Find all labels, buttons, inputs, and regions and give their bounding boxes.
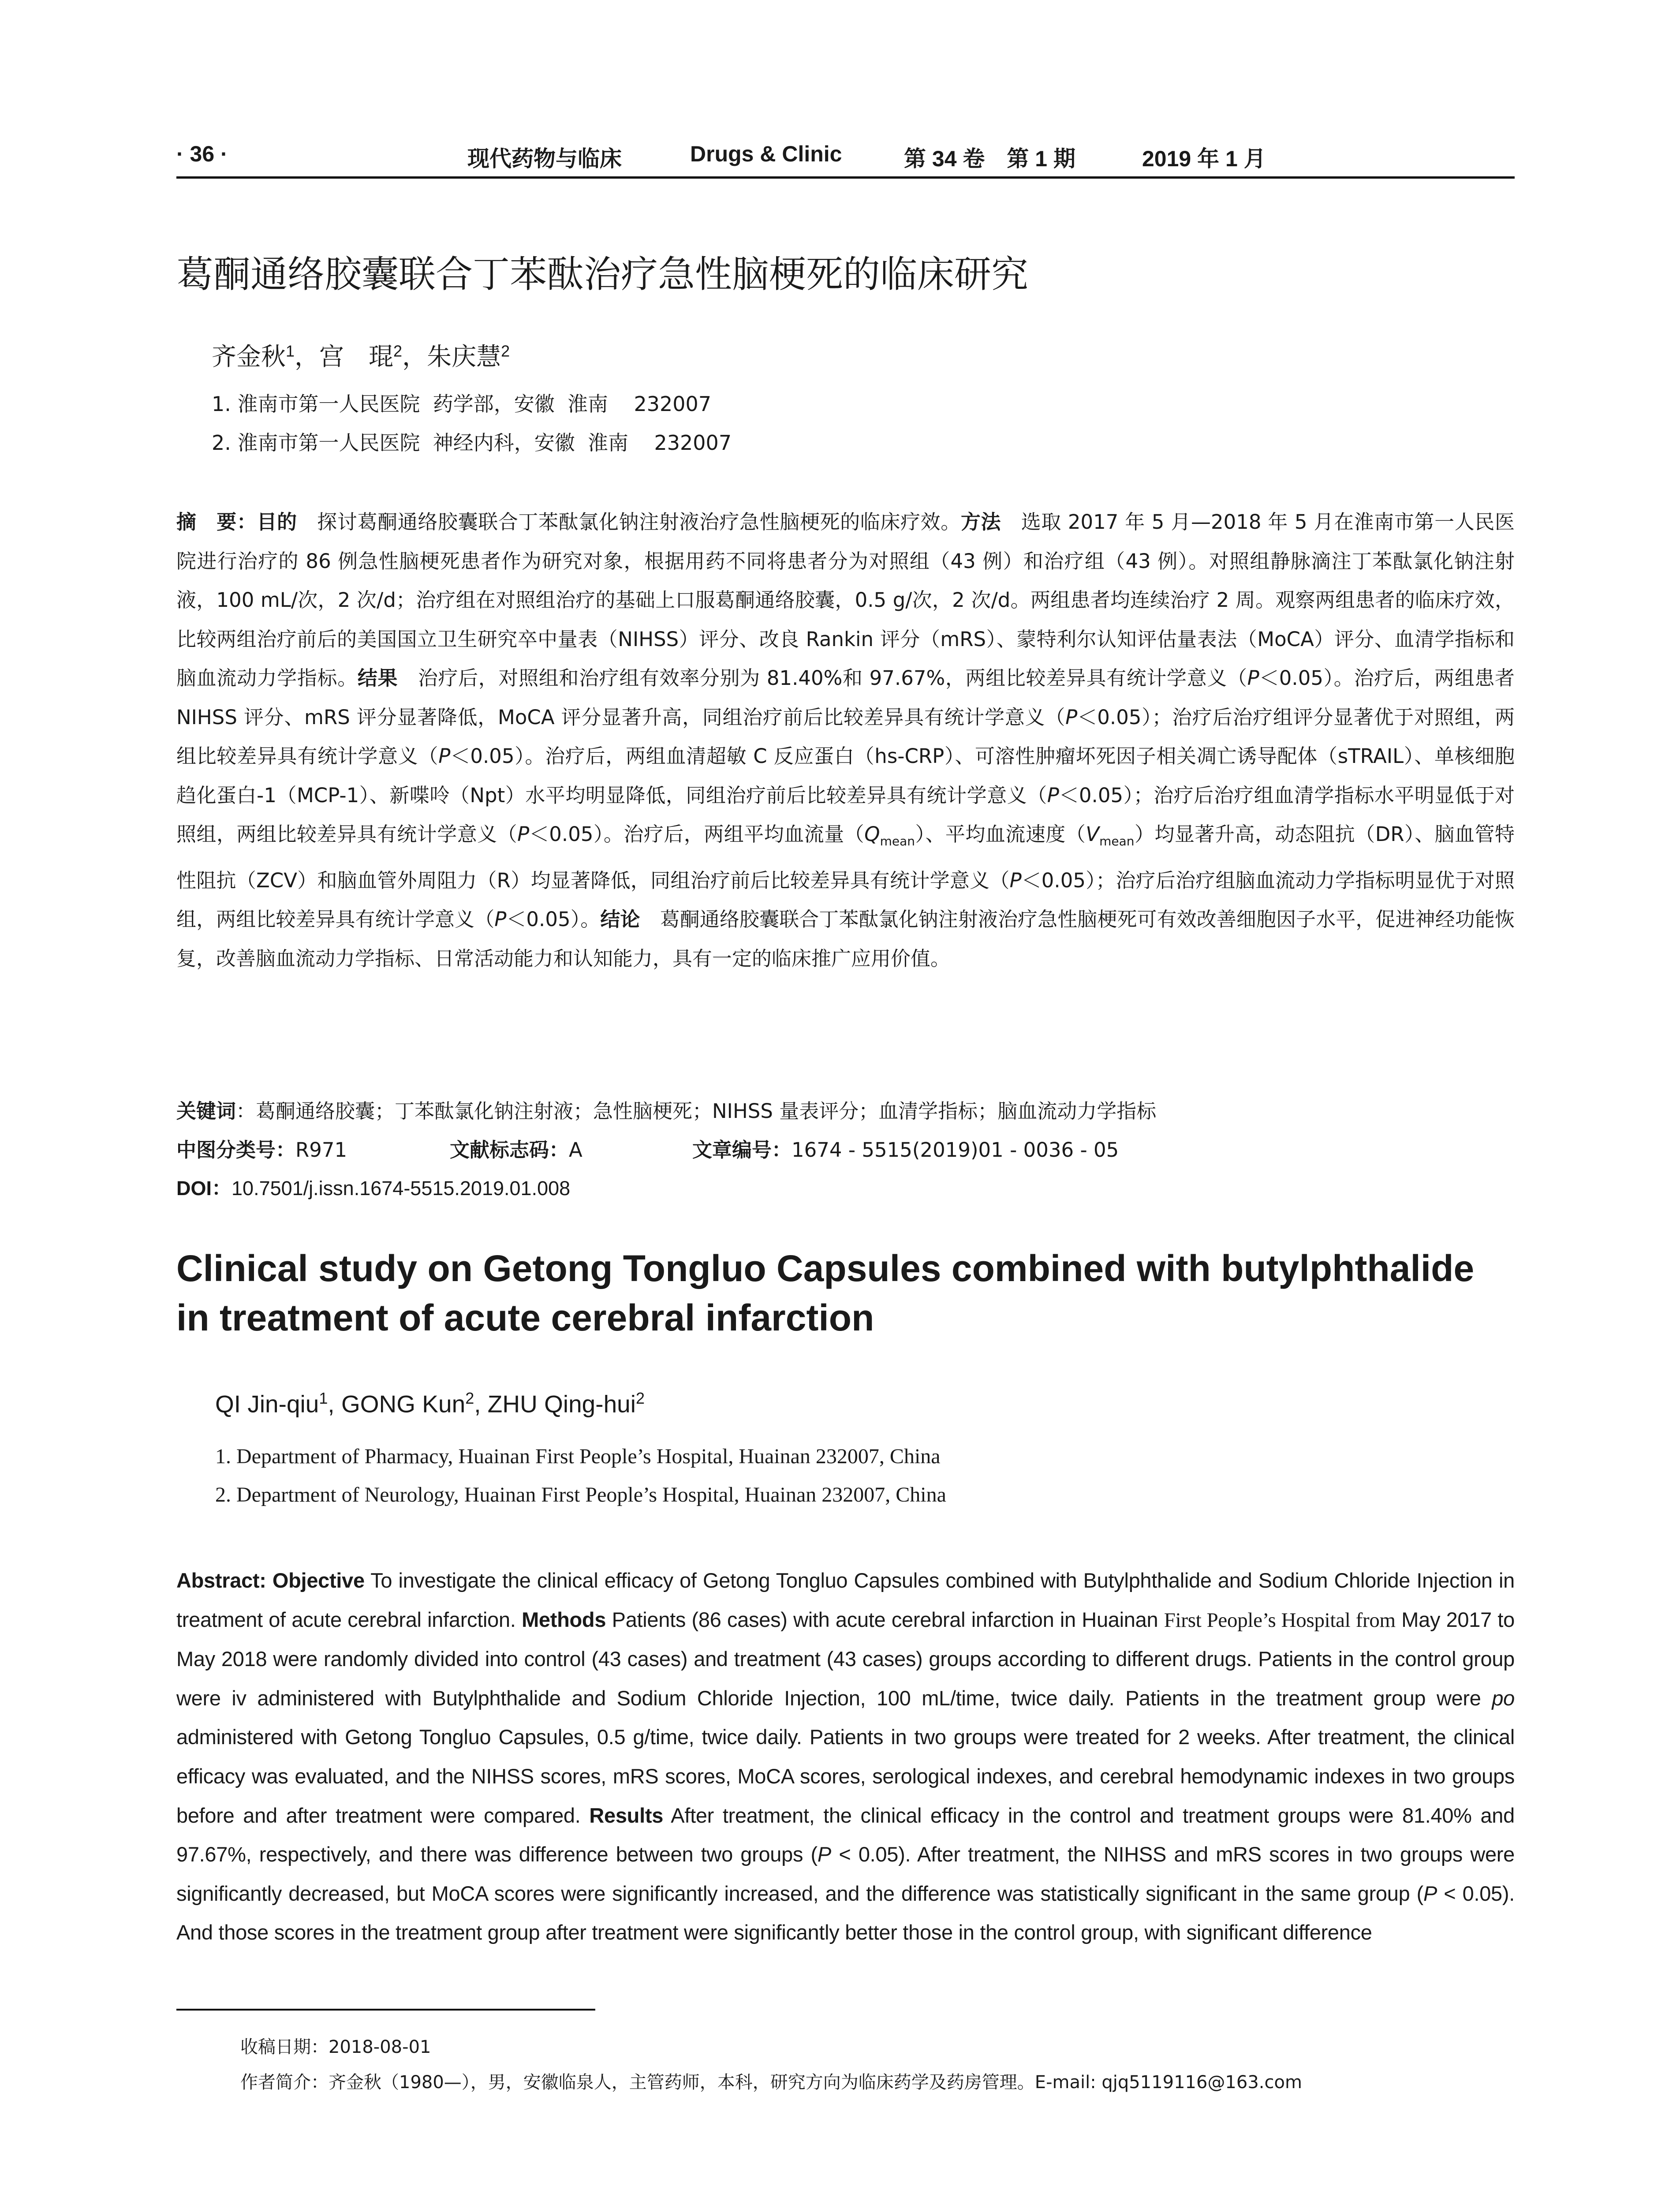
author-affiliation-mark: 1 [286, 342, 295, 360]
abstract-en [176, 1561, 1515, 1952]
abstract-cn [176, 503, 1515, 978]
methods-text: May 2017 to May 2018 were randomly divided into control (43 cases) and treatment (43 cases) groups according to different drugs. Patients in the control group were iv administered with Butylphthalide and Sodium Chloride Injection, 100 mL/time, twice daily. Patients in the treatment group were [176, 1607, 1515, 1710]
affiliation-cn-1: 1. 淮南市第一人民医院 药学部，安徽 淮南 232007 [212, 392, 712, 416]
methods-text-serif: First People’s Hospital from [1164, 1608, 1396, 1632]
methods-text: Patients (86 cases) with acute cerebral infarction in Huainan [606, 1607, 1164, 1631]
methods-text: 选取 2017 年 5 月—2018 年 5 月在淮南市第一人民医院进行治疗的 86 例急性脑梗死患者作为研究对象，根据用药不同将患者分为对照组（43 例）和治疗组（43 例）。对照组静脉滴注丁苯酞氯化钠注射液，100 mL/次，2 次/d；治疗组在对照组治疗的基础上口服葛酮通络胶囊，0.5 g/次，2 次/d。两组患者均连续治疗 2 周。观察两组患者的临床疗效，比较两组治疗前后的美国国立卫生研究卒中量表（NIHSS）评分、改良 Rankin 评分（mRS）、蒙特利尔认知评估量表法（MoCA）评分、血清学指标和脑血流动力学指标。 [176, 510, 1515, 690]
p-symbol: P [1047, 783, 1059, 807]
author-name: 宫 琨 [319, 343, 394, 371]
results-text: ＜0.05）。 [506, 908, 601, 931]
author-name: 朱庆慧 [427, 343, 501, 371]
p-symbol: P [817, 1842, 831, 1866]
affiliation-en-1: 1. Department of Pharmacy, Huainan First People’s Hospital, Huainan 232007, China [215, 1445, 941, 1468]
objective-label: 目的 [257, 510, 297, 534]
q-mean-subscript: mean [880, 834, 915, 848]
received-value: 2018-08-01 [329, 2037, 431, 2057]
author-affiliation-mark: 2 [636, 1389, 645, 1407]
title-en: Clinical study on Getong Tongluo Capsules combined with butylphthalide in treatment of acute cerebral infarction [176, 1248, 1475, 1338]
author-affiliation-mark: 2 [501, 342, 510, 360]
abstract-label: 摘 要： [176, 510, 257, 534]
p-symbol: P [1065, 705, 1078, 729]
author-name: ZHU Qing-hui [487, 1390, 636, 1418]
received-label: 收稿日期： [240, 2037, 329, 2057]
author-bio-text: 齐金秋（1980—），男，安徽临泉人，主管药师，本科，研究方向为临床药学及药房管理。E-mail: qjq5119116@163.com [329, 2072, 1302, 2093]
clc-label: 中图分类号： [176, 1138, 296, 1162]
results-text: ＜0.05）。治疗后，两组平均血流量（ [529, 822, 865, 846]
author-affiliation-mark: 2 [393, 342, 403, 360]
p-symbol: P [517, 822, 530, 846]
journal-name-cn: 现代药物与临床 [467, 146, 622, 172]
v-mean-symbol: V [1086, 822, 1100, 846]
abstract-label: Abstract: [176, 1569, 266, 1592]
authors-en: QI Jin-qiu$^1$, GONG Kun$^2$, ZHU Qing-hui$^2$ [215, 1389, 645, 1418]
p-symbol: P [494, 908, 507, 931]
results-text: < 0.05). After treatment, the NIHSS and mRS scores in two groups were significantly decreased, but MoCA scores were significantly increased, and the difference was statistically significant in the same group ( [176, 1842, 1515, 1905]
conclusion-label: 结论 [600, 908, 640, 931]
keywords-label: 关键词 [176, 1099, 236, 1123]
results-text: < 0.05). And those scores in the treatment group after treatment were significantly better those in the control group, with significant difference [176, 1881, 1515, 1944]
methods-label: 方法 [960, 510, 1001, 534]
objective-text: To investigate the clinical efficacy of Getong Tongluo Capsules combined with Butylphthalide and Sodium Chloride Injection in treatment of acute cerebral infarction. [176, 1569, 1515, 1631]
results-text: ）、平均血流速度（ [915, 822, 1086, 846]
article-no-value: 1674 - 5515(2019)01 - 0036 - 05 [791, 1138, 1119, 1162]
p-symbol: P [1009, 868, 1022, 892]
title-cn: 葛酮通络胶囊联合丁苯酞治疗急性脑梗死的临床研究 [176, 253, 1029, 296]
methods-label: Methods [522, 1607, 606, 1631]
received-date [240, 2033, 431, 2058]
results-label: Results [589, 1803, 664, 1827]
keywords-cn [176, 1098, 1515, 1125]
results-text: After treatment, the clinical efficacy in the control and treatment groups were 81.40% and 97.67%, respectively, and there was difference between two groups ( [176, 1803, 1515, 1866]
clc-value: R971 [295, 1138, 347, 1162]
author-bio-label: 作者简介： [240, 2072, 329, 2093]
author-name: GONG Kun [341, 1390, 466, 1418]
doi-label: DOI： [176, 1177, 232, 1200]
doc-code-label: 文献标志码： [450, 1138, 569, 1162]
author-bio [240, 2068, 1302, 2093]
running-header [176, 137, 1515, 176]
methods-text: administered with Getong Tongluo Capsules, 0.5 g/time, twice daily. Patients in two groups were treated for 2 weeks. After treatment, the clinical efficacy was evaluated, and the NIHSS scores, mRS scores, MoCA scores, serological indexes, and cerebral hemodynamic indexes in two groups before and after treatment were compared. [176, 1725, 1515, 1827]
issue-date: 2019 年 1 月 [1142, 146, 1266, 171]
author-affiliation-mark: 1 [319, 1389, 328, 1407]
results-text: ＜0.05）；治疗后治疗组评分显著优于对照组，两组比较差异具有统计学意义（ [176, 705, 1515, 768]
p-symbol: P [438, 744, 451, 768]
results-text: 治疗后，对照组和治疗组有效率分别为 81.40%和 97.67%，两组比较差异具有统计学意义（ [398, 666, 1247, 690]
p-symbol: P [1247, 666, 1259, 690]
keywords-text: ：葛酮通络胶囊；丁苯酞氯化钠注射液；急性脑梗死；NIHSS 量表评分；血清学指标；脑血流动力学指标 [236, 1099, 1157, 1123]
objective-text: 探讨葛酮通络胶囊联合丁苯酞氯化钠注射液治疗急性脑梗死的临床疗效。 [297, 510, 961, 534]
doi-value[interactable]: 10.7501/j.issn.1674-5515.2019.01.008 [231, 1177, 571, 1200]
clc-field [176, 1137, 347, 1163]
footnote-rule [176, 2009, 595, 2011]
po-abbrev: po [1492, 1686, 1515, 1710]
doc-code-field [450, 1137, 582, 1163]
journal-name-en: Drugs & Clinic [690, 142, 842, 166]
doc-code-value: A [569, 1138, 582, 1162]
affiliation-en-2: 2. Department of Neurology, Huainan First People’s Hospital, Huainan 232007, China [215, 1483, 946, 1506]
q-mean-symbol: Q [864, 822, 880, 846]
affiliation-cn-2: 2. 淮南市第一人民医院 神经内科，安徽 淮南 232007 [212, 431, 732, 455]
author-affiliation-mark: 2 [465, 1389, 474, 1407]
doi-line [176, 1175, 1515, 1202]
page-number: · 36 · [176, 142, 228, 166]
p-symbol: P [1423, 1881, 1437, 1905]
results-text: ＜0.05）。治疗后，两组血清超敏 C 反应蛋白（hs-CRP）、可溶性肿瘤坏死因子相关凋亡诱导配体（sTRAIL）、单核细胞趋化蛋白-1（MCP-1）、新喋呤（Npt）水平均明显降低，同组治疗前后比较差异具有统计学意义（ [176, 744, 1515, 807]
results-text: ）均显著升高，动态阻抗（DR）、脑血管特性阻抗（ZCV）和脑血管外周阻力（R）均显著降低，同组治疗前后比较差异具有统计学意义（ [176, 822, 1515, 892]
header-rule [176, 176, 1515, 179]
objective-label: Objective [272, 1569, 365, 1592]
results-text: ＜0.05）。治疗后，两组患者 NIHSS 评分、mRS 评分显著降低，MoCA 评分显著升高，同组治疗前后比较差异具有统计学意义（ [176, 666, 1515, 729]
volume-issue: 第 34 卷 第 1 期 [904, 146, 1075, 171]
results-text: ＜0.05）；治疗后治疗组脑血流动力学指标明显优于对照组，两组比较差异具有统计学意义（ [176, 868, 1515, 931]
article-no-field [692, 1137, 1119, 1163]
results-text: ＜0.05）；治疗后治疗组血清学指标水平明显低于对照组，两组比较差异具有统计学意义（ [176, 783, 1515, 846]
article-no-label: 文章编号： [692, 1138, 792, 1162]
conclusion-text: 葛酮通络胶囊联合丁苯酞氯化钠注射液治疗急性脑梗死可有效改善细胞因子水平，促进神经功能恢复，改善脑血流动力学指标、日常活动能力和认知能力，具有一定的临床推广应用价值。 [176, 908, 1515, 970]
author-name: 齐金秋 [212, 343, 286, 371]
results-label: 结果 [357, 666, 398, 690]
v-mean-subscript: mean [1099, 834, 1135, 848]
author-name: QI Jin-qiu [215, 1390, 319, 1418]
authors-cn: 齐金秋$^1$，宫 琨$^2$，朱庆慧$^2$ [212, 342, 510, 371]
